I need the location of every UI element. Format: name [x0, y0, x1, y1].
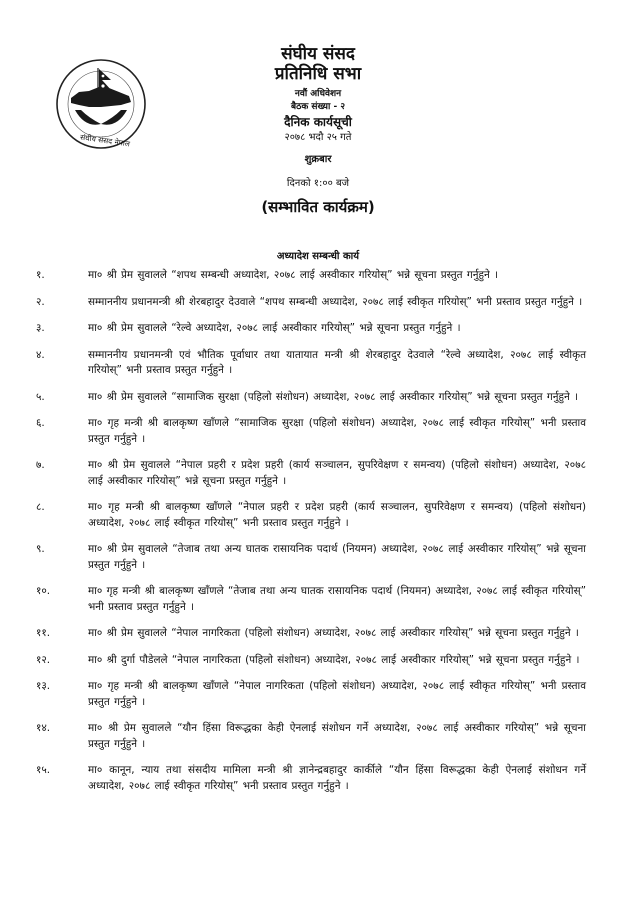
item-text: मा० श्री प्रेम सुवालले “नेपाल प्रहरी र प्रदेश प्रहरी (कार्य सञ्चालन, सुपरिवेक्षण र समन्वय) (पहिलो संशोधन) अध्यादेश, २०७८ लाई अस्वीकार गरियोस्” भन्ने सूचना प्रस्तुत गर्नुहुने ।	[88, 459, 586, 487]
item-text: मा० श्री प्रेम सुवालले “तेजाब तथा अन्य घातक रासायनिक पदार्थ (नियमन) अध्यादेश, २०७८ लाई अस्वीकार गरियोस्” भन्ने सूचना प्रस्तुत गर्नुहुने ।	[88, 543, 586, 571]
meeting-time: दिनको १:०० बजे	[286, 178, 350, 189]
list-item	[36, 626, 586, 642]
item-number: १५.	[36, 764, 51, 776]
item-number: १४.	[36, 722, 51, 734]
item-text: सम्माननीय प्रधानमन्त्री श्री शेरबहादुर देउवाले “शपथ सम्बन्धी अध्यादेश, २०७८ लाई स्वीकृत गरियोस्” भनी प्रस्ताव प्रस्तुत गर्नुहुने ।	[88, 295, 583, 308]
item-number: २.	[36, 295, 45, 308]
item-text: मा० गृह मन्त्री श्री बालकृष्ण खाँणले “नेपाल प्रहरी र प्रदेश प्रहरी (कार्य सञ्चालन, सुपरिवेक्षण र समन्वय) (पहिलो संशोधन) अध्यादेश, २०७८ लाई स्वीकृत गरियोस्” भनी प्रस्ताव प्रस्तुत गर्नुहुने ।	[88, 501, 586, 529]
item-number: ८.	[36, 501, 45, 513]
list-item	[36, 321, 586, 337]
item-number: ९.	[36, 543, 45, 555]
item-text: मा० गृह मन्त्री श्री बालकृष्ण खाँणले “नेपाल नागरिकता (पहिलो संशोधन) अध्यादेश, २०७८ लाई स्वीकृत गरियोस्” भनी प्रस्ताव प्रस्तुत गर्नुहुने ।	[88, 680, 586, 708]
agenda-title: दैनिक कार्यसूची	[284, 115, 352, 129]
item-number: १०.	[36, 585, 51, 597]
item-number: ५.	[36, 390, 45, 403]
list-item	[36, 679, 586, 710]
seal-caption: संघीय संसद नेपाल	[79, 132, 131, 149]
list-item	[36, 268, 586, 284]
list-item	[36, 721, 586, 752]
list-item	[36, 763, 586, 794]
item-number: ७.	[36, 459, 45, 471]
item-number: १.	[36, 269, 45, 281]
list-item	[36, 542, 586, 573]
item-number: १२.	[36, 653, 51, 666]
item-text: सम्माननीय प्रधानमन्त्री एवं भौतिक पूर्वाधार तथा यातायात मन्त्री श्री शेरबहादुर देउवाले “रेल्वे अध्यादेश, २०७८ लाई स्वीकृत गरियोस्” भनी प्रस्ताव प्रस्तुत गर्नुहुने ।	[88, 348, 586, 376]
list-item	[36, 390, 586, 406]
item-number: ४.	[36, 348, 45, 361]
item-text: मा० श्री प्रेम सुवालले “नेपाल नागरिकता (पहिलो संशोधन) अध्यादेश, २०७८ लाई अस्वीकार गरियोस्” भन्ने सूचना प्रस्तुत गर्नुहुने ।	[88, 627, 579, 639]
item-number: ११.	[36, 627, 51, 639]
list-item	[36, 348, 586, 379]
list-item	[36, 653, 586, 669]
item-text: मा० श्री प्रेम सुवालले “सामाजिक सुरक्षा (पहिलो संशोधन) अध्यादेश, २०७८ लाई अस्वीकार गरियोस्” भन्ने सूचना प्रस्तुत गर्नुहुने ।	[88, 390, 579, 403]
item-text: मा० गृह मन्त्री श्री बालकृष्ण खाँणले “सामाजिक सुरक्षा (पहिलो संशोधन) अध्यादेश, २०७८ लाई स्वीकृत गरियोस्” भनी प्रस्ताव प्रस्तुत गर्नुहुने ।	[88, 417, 586, 445]
list-item	[36, 416, 586, 447]
item-number: १३.	[36, 680, 51, 692]
item-text: मा० श्री प्रेम सुवालले “यौन हिंसा विरूद्धका केही ऐनलाई संशोधन गर्ने अध्यादेश, २०७८ लाई अस्वीकार गरियोस्” भन्ने सूचना प्रस्तुत गर्नुहुने ।	[88, 722, 586, 750]
list-item	[36, 458, 586, 489]
item-text: मा० श्री दुर्गा पौडेलले “नेपाल नागरिकता (पहिलो संशोधन) अध्यादेश, २०७८ लाई अस्वीकार गरियोस्” भन्ने सूचना प्रस्तुत गर्नुहुने ।	[88, 653, 580, 666]
parliament-name: संघीय संसद	[281, 44, 355, 64]
item-text: मा० गृह मन्त्री श्री बालकृष्ण खाँणले “तेजाब तथा अन्य घातक रासायनिक पदार्थ (नियमन) अध्यादेश, २०७८ लाई स्वीकृत गरियोस्” भनी प्रस्ताव प्रस्तुत गर्नुहुने ।	[88, 585, 586, 613]
item-number: ६.	[36, 417, 45, 429]
item-text: मा० श्री प्रेम सुवालले “शपथ सम्बन्धी अध्यादेश, २०७८ लाई अस्वीकार गरियोस्” भन्ने सूचना प्रस्तुत गर्नुहुने ।	[88, 269, 499, 281]
meeting-day: शुक्रबार	[304, 154, 332, 165]
list-item	[36, 295, 586, 311]
session-label: नवौं अधिवेशन	[294, 89, 342, 99]
list-item	[36, 500, 586, 531]
item-text: मा० कानून, न्याय तथा संसदीय मामिला मन्त्री श्री ज्ञानेन्द्रबहादुर कार्कीले “यौन हिंसा विरूद्धका केही ऐनलाई संशोधन गर्ने अध्यादेश, २०७८ लाई स्वीकृत गरियोस्” भनी प्रस्ताव प्रस्तुत गर्नुहुने ।	[88, 764, 586, 792]
meeting-number: बैठक संख्या - २	[291, 102, 345, 112]
document-header	[180, 44, 456, 218]
agenda-list	[36, 268, 586, 805]
section-title: अध्यादेश सम्बन्धी कार्य	[276, 251, 360, 262]
house-name: प्रतिनिधि सभा	[274, 64, 362, 84]
item-text: मा० श्री प्रेम सुवालले “रेल्वे अध्यादेश, २०७८ लाई अस्वीकार गरियोस्” भन्ने सूचना प्रस्तुत गर्नुहुने ।	[88, 322, 461, 334]
item-number: ३.	[36, 322, 45, 334]
meeting-date: २०७८ भदौ २५ गते	[284, 132, 352, 143]
list-item	[36, 584, 586, 615]
program-title: (सम्भावित कार्यक्रम)	[261, 198, 375, 216]
